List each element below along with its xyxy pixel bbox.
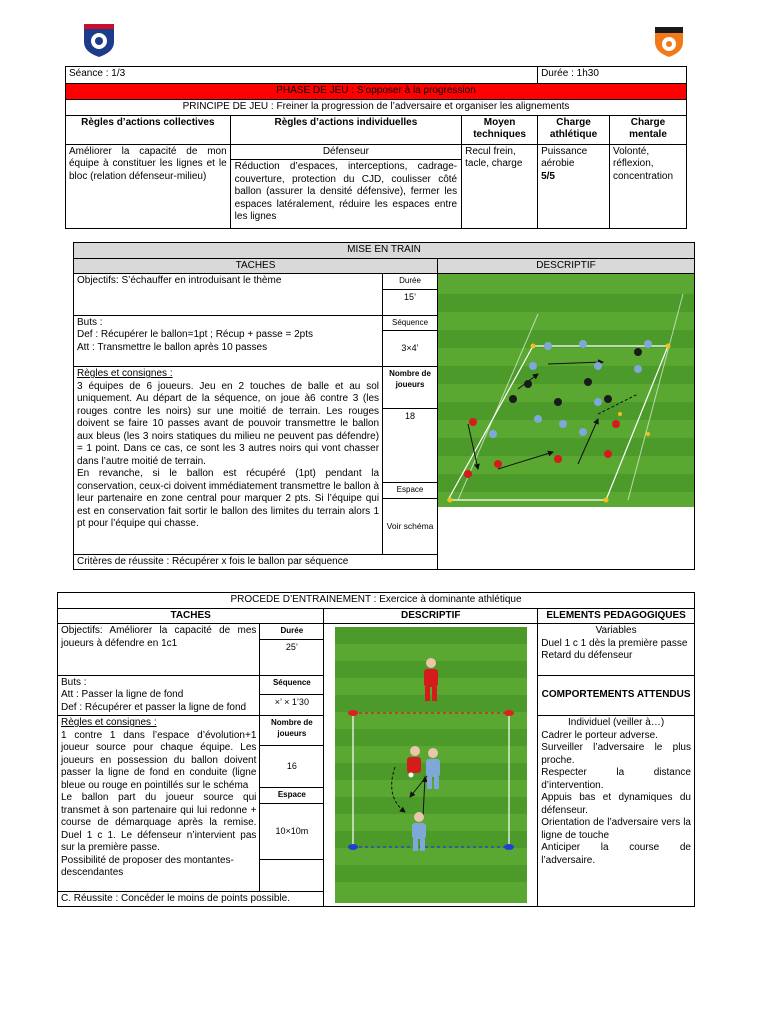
variable-item: Retard du défenseur [541,650,633,661]
procede-table [57,592,695,907]
mise-en-train-table [73,242,695,570]
comportement-item: Surveiller l’adversaire le plus proche. [541,742,691,766]
seance-duration: Durée : 1h30 [538,67,687,84]
procede-taches: TACHES [58,608,324,624]
procede-regles-p2: Le ballon part du joueur source qui transmet à son partenaire qui lui redonne + course de démarquage après la remise. Duel 1 c 1. Le défenseur n’intervient pas sur la première passe. [61,792,257,853]
individuelles-text: Réduction d’espaces, interceptions, cadrage-couverture, protection du CJD, coulisser côté ballon (assurer la densité défensive), fermer les espaces latéralement, réduire les espaces entre les lignes [234,161,458,222]
procede-buts [58,675,260,716]
procede-diagram-cell [324,624,538,907]
procede-elements: ELEMENTS PEDAGOGIQUES [538,608,695,624]
charge-mentale-text: Volonté, réflexion, concentration [610,144,687,228]
mise-en-train-taches: TACHES [74,258,438,274]
mise-en-train-sequence-label: Séquence [383,315,438,331]
collectives-text: Améliorer la capacité de mon équipe à constituer les lignes et le bloc (relation défenseur-milieu) [66,144,231,228]
variable-item: Duel 1 c 1 dès la première passe [541,637,688,649]
procede-diagram [335,627,527,903]
mise-en-train-regles-title: Règles et consignes : [77,368,173,379]
mise-en-train-espace-value: Voir schéma [383,498,438,554]
mise-en-train-descriptif: DESCRIPTIF [437,258,694,274]
comportement-item: Anticiper la course de l’adversaire. [541,842,691,866]
procede-title: PROCEDE D’ENTRAINEMENT : Exercice à dominante athlétique [58,593,695,609]
mise-en-train-buts-title: Buts : [77,316,103,328]
procede-reussite: C. Réussite : Concéder le moins de points possible. [58,891,324,907]
mise-en-train-diagram-cell [437,274,694,570]
col-individuelles: Règles d’actions individuelles [230,115,461,144]
col-charge-athletique: Charge athlétique [538,115,610,144]
mise-en-train-title: MISE EN TRAIN [74,243,695,259]
variables-title: Variables [595,625,637,636]
seance-number: Séance : 1/3 [66,67,538,84]
mise-en-train-duree-value: 15’ [383,289,438,315]
mise-en-train-nb-value: 18 [383,409,438,483]
club-logo [652,24,686,58]
charge-athletique-cell [538,144,610,228]
mise-en-train-sequence-value: 3×4’ [383,331,438,367]
procede-objectifs: Objectifs: Améliorer la capacité de mes joueurs à défendre en 1c1 [58,624,260,676]
mise-en-train-buts-att: Att : Transmettre le ballon après 10 passes [77,341,268,353]
col-collectives: Règles d’actions collectives [66,115,231,144]
procede-descriptif: DESCRIPTIF [324,608,538,624]
mise-en-train-regles-p1: 3 équipes de 6 joueurs. Jeu en 2 touches de balle et au sol uniquement. Au départ de la séquence, on joue à6 contre 3 (les rouges contre les noirs) sur une moitié de terrain. Les rouges doivent se faire 10 passes avant de pouvoir transmettre le ballon aux bleus (les 3 noirs statiques du milieu ne peuvent pas défendre) = 1 point. Dans ce cas, ce sont les 3 autres noirs qui vont chasser dans l’autre moitié de terrain. [77,380,380,467]
procede-sequence-value: ×’ × 1’30 [260,695,324,716]
procede-espace-value: 10×10m [260,803,324,859]
col-moyen: Moyen techniques [462,115,538,144]
mise-en-train-objectifs: Objectifs: S’échauffer en introduisant le thème [74,274,383,316]
charge-athletique-level: 5/5 [541,170,555,182]
mise-en-train-espace-label: Espace [383,483,438,499]
ball [408,773,413,778]
comportement-item: Cadrer le porteur adverse. [541,729,658,741]
phase-de-jeu: PHASE DE JEU : S’opposer à la progression [66,84,687,100]
procede-buts-def: Def : Récupérer et passer la ligne de fond [61,701,247,713]
mise-en-train-criteres: Critères de réussite : Récupérer x fois le ballon par séquence [74,554,438,570]
mise-en-train-regles [74,367,383,555]
comportements-list [538,716,695,907]
procede-regles-p1: 1 contre 1 dans l’espace d’évolution+1 joueur source pour chaque équipe. Les joueurs en possession du ballon doivent passer la ligne de fond en conduite (ligne bleue ou rouge en pointillés sur le schéma [61,729,257,791]
comportements-title: COMPORTEMENTS ATTENDUS [538,675,695,716]
col-charge-mentale: Charge mentale [610,115,687,144]
individuel-title: Individuel (veiller à…) [568,717,665,728]
comportement-item: Orientation de l’adversaire vers la ligne de touche [541,817,691,841]
procede-buts-att: Att : Passer la ligne de fond [61,689,184,700]
mise-en-train-regles-p2: En revanche, si le ballon est récupéré (1pt) pendant la conservation, ceux-ci doivent immédiatement transmettre le ballon à leur partenaire en zone central pour marquer 2 pts. Si l’équipe qui est en conservation fait sortir le ballon des limites du terrain alors 1 pt pour l’équipe qui chasse. [77,468,380,529]
procede-nb-value: 16 [260,746,324,788]
mise-en-train-duree-label: Durée [383,274,438,290]
mise-en-train-buts [74,315,383,367]
charge-athletique-text: Puissance aérobie [541,145,588,169]
procede-regles-p3: Possibilité de proposer des montantes-descendantes [61,854,234,878]
procede-regles [58,716,260,892]
procede-duree-label: Durée [260,624,324,640]
defenseur-label: Défenseur [231,145,461,161]
mise-en-train-nb-label: Nombre de joueurs [383,367,438,409]
federation-logo [82,22,116,58]
procede-espace-label: Espace [260,788,324,804]
seance-header-table [65,66,687,229]
procede-sequence-label: Séquence [260,675,324,695]
procede-nb-label: Nombre de joueurs [260,716,324,746]
comportement-item: Respecter la distance d’intervention. [541,767,691,791]
moyen-text: Recul frein, tacle, charge [462,144,538,228]
procede-spacer [260,859,324,891]
comportement-item: Appuis bas et dynamiques du défenseur. [541,792,691,816]
procede-regles-title: Règles et consignes : [61,717,157,728]
procede-buts-title: Buts : [61,676,87,688]
procede-variables [538,624,695,676]
mise-en-train-diagram [438,274,694,507]
mise-en-train-buts-def: Def : Récupérer le ballon=1pt ; Récup + passe = 2pts [77,329,313,340]
procede-duree-value: 25’ [260,639,324,675]
principe-de-jeu: PRINCIPE DE JEU : Freiner la progression de l’adversaire et organiser les alignements [66,99,687,115]
